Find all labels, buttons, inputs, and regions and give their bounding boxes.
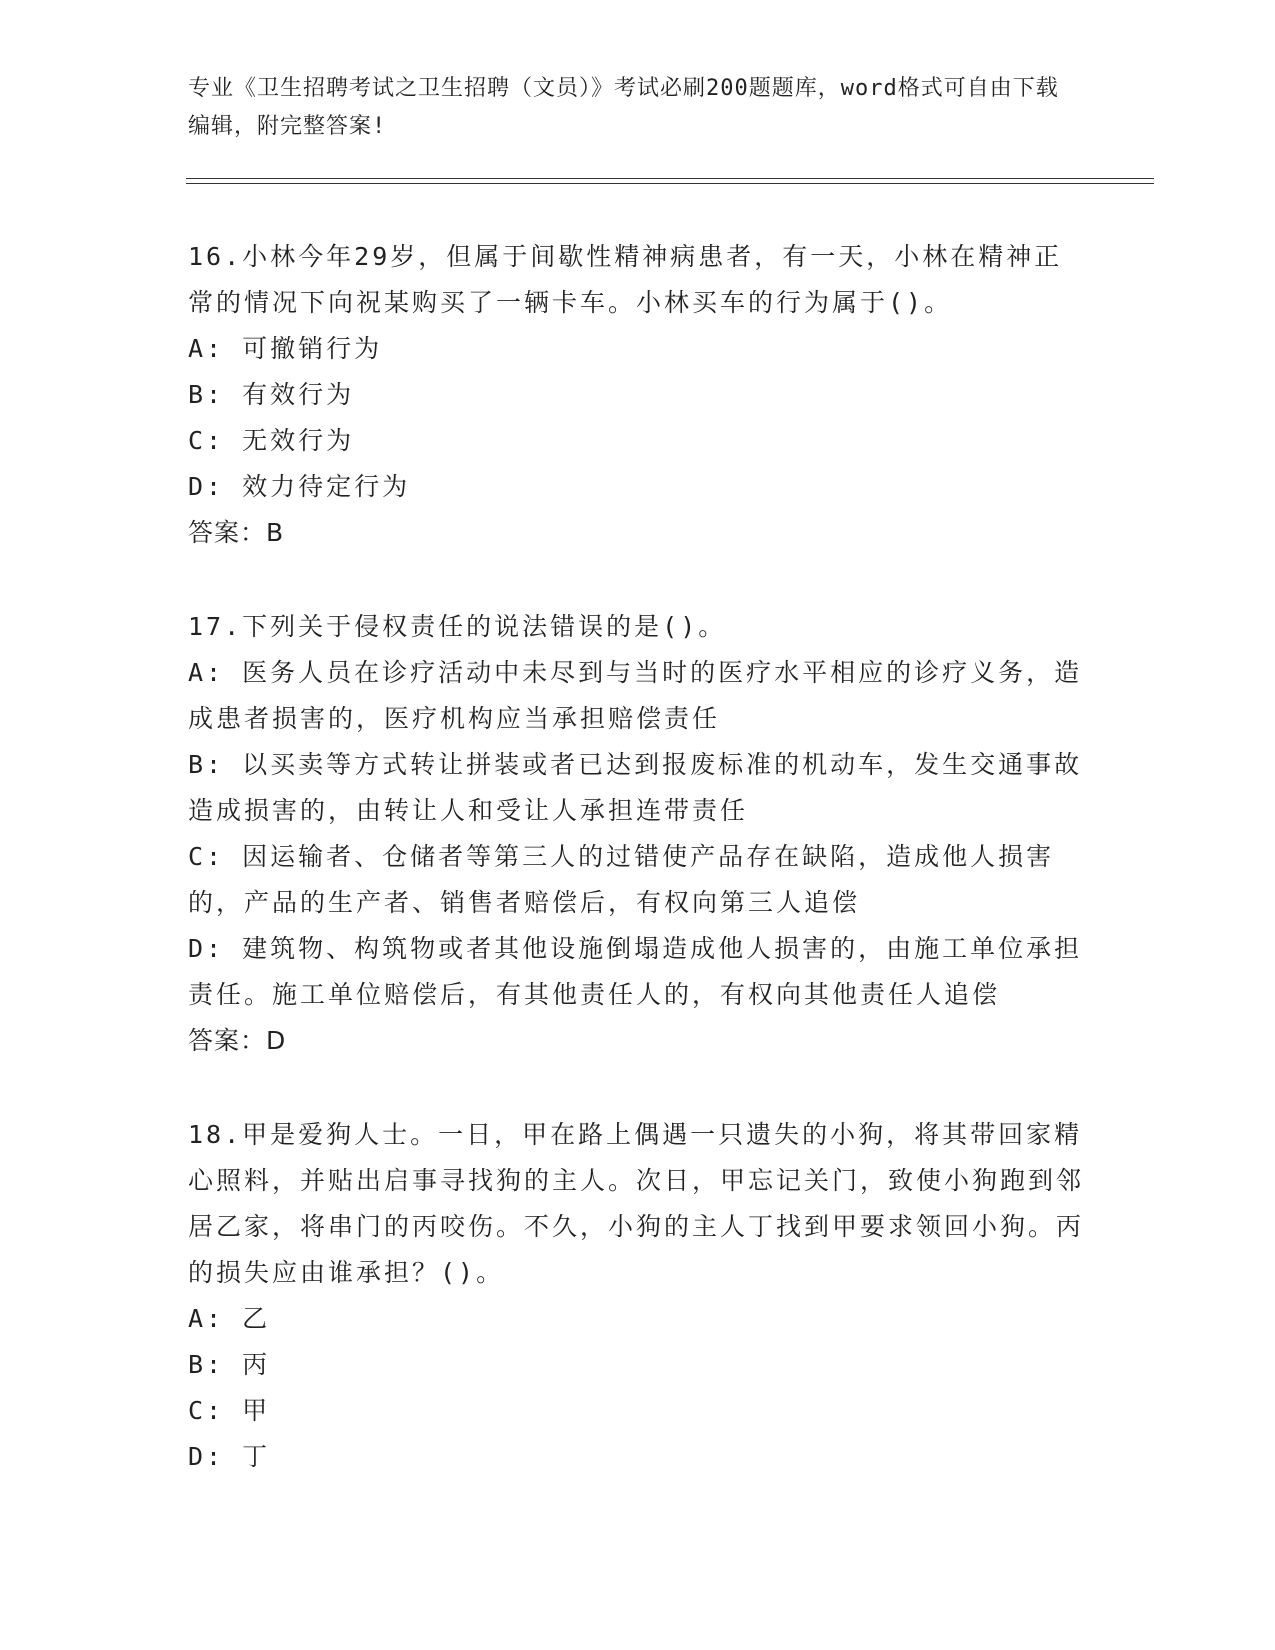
option-b: B: 有效行为 <box>188 380 355 409</box>
document-header: 专业《卫生招聘考试之卫生招聘（文员）》考试必刷200题题库，word格式可自由下载编辑，附完整答案! <box>188 76 1059 139</box>
question-list <box>188 234 1088 1528</box>
option-b: B: 以买卖等方式转让拼装或者已达到报废标准的机动车，发生交通事故造成损害的，由转让人和受让人承担连带责任 <box>188 750 1083 825</box>
option-a: A: 乙 <box>188 1304 271 1333</box>
header-divider-top <box>186 178 1154 179</box>
option-a: A: 医务人员在诊疗活动中未尽到与当时的医疗水平相应的诊疗义务，造成患者损害的，医疗机构应当承担赔偿责任 <box>188 658 1083 733</box>
option-b: B: 丙 <box>188 1350 271 1379</box>
question-stem: 18.甲是爱狗人士。一日，甲在路上偶遇一只遗失的小狗，将其带回家精心照料，并贴出启事寻找狗的主人。次日，甲忘记关门，致使小狗跑到邻居乙家，将串门的丙咬伤。不久，小狗的主人丁找到甲要求领回小狗。丙的损失应由谁承担？()。 <box>188 1120 1085 1287</box>
header-divider-bottom <box>186 183 1154 184</box>
question-stem: 17.下列关于侵权责任的说法错误的是()。 <box>188 612 727 641</box>
question-18 <box>188 1112 1088 1480</box>
option-d: D: 丁 <box>188 1442 271 1471</box>
answer: 答案：D <box>188 1026 287 1055</box>
option-c: C: 因运输者、仓储者等第三人的过错使产品存在缺陷，造成他人损害的，产品的生产者、销售者赔偿后，有权向第三人追偿 <box>188 842 1055 917</box>
question-16 <box>188 234 1088 556</box>
option-c: C: 甲 <box>188 1396 271 1425</box>
question-17 <box>188 604 1088 1064</box>
option-a: A: 可撤销行为 <box>188 334 383 363</box>
option-c: C: 无效行为 <box>188 426 355 455</box>
question-stem: 16.小林今年29岁，但属于间歇性精神病患者，有一天，小林在精神正常的情况下向祝某购买了一辆卡车。小林买车的行为属于()。 <box>188 242 1063 317</box>
option-d: D: 建筑物、构筑物或者其他设施倒塌造成他人损害的，由施工单位承担责任。施工单位赔偿后，有其他责任人的，有权向其他责任人追偿 <box>188 934 1083 1009</box>
answer: 答案：B <box>188 518 285 547</box>
option-d: D: 效力待定行为 <box>188 472 411 501</box>
